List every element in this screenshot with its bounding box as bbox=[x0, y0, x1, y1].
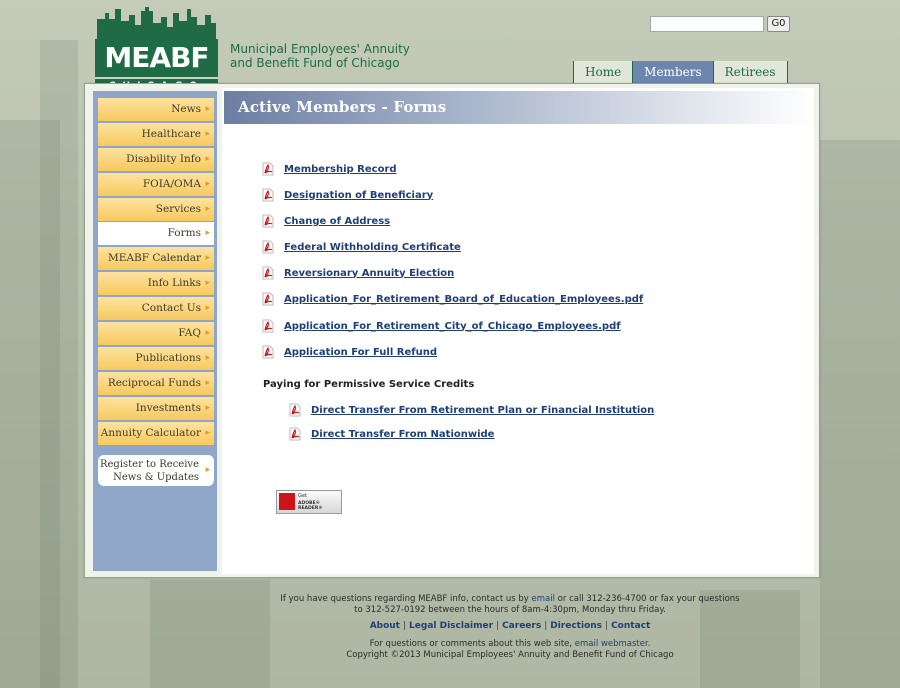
form-link-federal-withholding[interactable] bbox=[261, 240, 461, 254]
chevron-right-icon: ▸ bbox=[205, 104, 210, 114]
form-link-label: Change of Address bbox=[284, 215, 391, 227]
tab-home[interactable]: Home bbox=[573, 61, 632, 83]
chevron-right-icon: ▸ bbox=[205, 427, 210, 438]
org-name-line1: Municipal Employees' Annuity bbox=[230, 42, 410, 56]
sidebar-item-label: Investments bbox=[135, 401, 201, 414]
form-link-retirement-city-of-chicago[interactable] bbox=[261, 319, 621, 333]
adobe-reader: ADOBE® READER® bbox=[298, 501, 323, 511]
chevron-right-icon: ▸ bbox=[205, 153, 210, 164]
footer-separator: | bbox=[403, 621, 407, 631]
form-link-label: Direct Transfer From Nationwide bbox=[311, 428, 495, 440]
background-building bbox=[40, 40, 78, 688]
sidebar-item-label: FAQ bbox=[178, 327, 201, 340]
pdf-icon bbox=[288, 427, 302, 441]
sidebar-item-reciprocal-funds[interactable] bbox=[98, 372, 214, 395]
chevron-right-icon: ▸ bbox=[205, 352, 210, 363]
form-link-direct-transfer-nationwide[interactable] bbox=[288, 427, 494, 441]
footer-link-contact[interactable]: Contact bbox=[611, 621, 651, 631]
form-link-membership-record[interactable] bbox=[261, 162, 397, 176]
footer-links bbox=[250, 621, 770, 631]
sidebar-item-investments[interactable] bbox=[98, 397, 214, 420]
sidebar-item-disability-info[interactable] bbox=[98, 148, 214, 171]
footer-webmaster-prefix: For questions or comments about this web site, bbox=[369, 639, 573, 649]
sidebar-item-label: Disability Info bbox=[126, 152, 201, 165]
form-link-designation-of-beneficiary[interactable] bbox=[261, 188, 433, 202]
tab-members[interactable]: Members bbox=[632, 61, 712, 83]
form-link-label: Application_For_Retirement_City_of_Chicago_Employees.pdf bbox=[284, 320, 621, 332]
sidebar-item-healthcare[interactable] bbox=[98, 123, 214, 146]
adobe-icon bbox=[279, 493, 295, 510]
sidebar-nav bbox=[98, 98, 214, 446]
sidebar-item-label: Info Links bbox=[147, 277, 201, 290]
sidebar-item-label: FOIA/OMA bbox=[142, 177, 201, 190]
footer-link-legal-disclaimer[interactable]: Legal Disclaimer bbox=[409, 621, 494, 631]
footer-link-careers[interactable]: Careers bbox=[502, 621, 542, 631]
chevron-right-icon: ▸ bbox=[205, 253, 210, 264]
form-link-reversionary-annuity[interactable] bbox=[261, 266, 454, 280]
sidebar-item-label: Reciprocal Funds bbox=[107, 376, 201, 389]
pdf-icon bbox=[261, 240, 275, 254]
sidebar-item-foia-oma[interactable] bbox=[98, 173, 214, 196]
pdf-icon bbox=[261, 188, 275, 202]
sidebar-item-annuity-calculator[interactable] bbox=[98, 422, 214, 445]
sidebar-item-label: Annuity Calculator bbox=[100, 426, 201, 439]
tab-retirees[interactable]: Retirees bbox=[713, 61, 788, 83]
sidebar-item-publications[interactable] bbox=[98, 347, 214, 370]
sidebar-item-meabf-calendar[interactable] bbox=[98, 247, 214, 270]
footer-line1-suffix: or call 312-236-4700 or fax your questions bbox=[557, 594, 740, 604]
form-link-label: Membership Record bbox=[284, 163, 397, 175]
adobe-get: Get bbox=[298, 493, 307, 499]
footer-separator: | bbox=[544, 621, 548, 631]
form-link-direct-transfer-retirement-plan[interactable] bbox=[288, 403, 654, 417]
sidebar-item-services[interactable] bbox=[98, 198, 214, 221]
register-line2: News & Updates bbox=[113, 472, 199, 483]
footer-webmaster-link[interactable]: email webmaster bbox=[574, 639, 648, 649]
chevron-right-icon: ▸ bbox=[205, 128, 210, 139]
sidebar-item-label: News bbox=[171, 103, 201, 115]
footer-separator: | bbox=[496, 621, 500, 631]
sidebar-item-label: Services bbox=[155, 202, 201, 215]
form-link-label: Reversionary Annuity Election bbox=[284, 267, 455, 279]
sidebar-item-forms[interactable] bbox=[98, 222, 214, 245]
footer-email-link[interactable]: email bbox=[531, 594, 555, 604]
chevron-right-icon: ▸ bbox=[205, 377, 210, 388]
get-adobe-reader-badge[interactable] bbox=[276, 490, 342, 514]
search-input[interactable] bbox=[650, 16, 764, 32]
chevron-right-icon: ▸ bbox=[205, 328, 210, 339]
footer-link-directions[interactable]: Directions bbox=[550, 621, 603, 631]
permissive-heading: Paying for Permissive Service Credits bbox=[263, 379, 475, 390]
background-building bbox=[820, 140, 900, 688]
logo-wordmark: MEABF bbox=[95, 39, 218, 77]
footer-period: . bbox=[647, 639, 651, 649]
form-link-retirement-board-of-education[interactable] bbox=[261, 292, 643, 306]
form-link-label: Federal Withholding Certificate bbox=[284, 241, 461, 253]
form-link-full-refund[interactable] bbox=[261, 345, 437, 359]
form-link-label: Application_For_Retirement_Board_of_Education_Employees.pdf bbox=[284, 293, 644, 305]
footer-separator: | bbox=[605, 621, 609, 631]
sidebar-item-contact-us[interactable] bbox=[98, 297, 214, 320]
chevron-right-icon: ▸ bbox=[205, 228, 210, 239]
footer-line1-prefix: If you have questions regarding MEABF info, contact us by bbox=[280, 594, 529, 604]
sidebar-item-label: Healthcare bbox=[141, 127, 201, 140]
go-button[interactable]: G0 bbox=[767, 16, 790, 32]
sidebar-item-label: MEABF Calendar bbox=[108, 252, 201, 265]
pdf-icon bbox=[261, 214, 275, 228]
form-link-label: Application For Full Refund bbox=[284, 346, 437, 358]
org-name bbox=[230, 42, 450, 70]
chevron-right-icon: ▸ bbox=[205, 278, 210, 289]
chevron-right-icon: ▸ bbox=[205, 303, 210, 314]
pdf-icon bbox=[261, 266, 275, 280]
footer-link-about[interactable]: About bbox=[369, 621, 400, 631]
meabf-logo[interactable] bbox=[95, 7, 218, 89]
chevron-right-icon: ▸ bbox=[205, 402, 210, 413]
form-link-label: Direct Transfer From Retirement Plan or Financial Institution bbox=[311, 404, 655, 416]
sidebar-item-label: Forms bbox=[167, 227, 201, 240]
sidebar-item-label: Publications bbox=[135, 351, 201, 364]
pdf-icon bbox=[261, 345, 275, 359]
form-link-label: Designation of Beneficiary bbox=[284, 189, 434, 201]
pdf-icon bbox=[261, 292, 275, 306]
sidebar-item-news[interactable] bbox=[98, 98, 214, 121]
sidebar-item-faq[interactable] bbox=[98, 322, 214, 345]
footer-copyright: Copyright ©2013 Municipal Employees' Annuity and Benefit Fund of Chicago bbox=[346, 650, 674, 660]
pdf-icon bbox=[261, 319, 275, 333]
chevron-right-icon: ▸ bbox=[205, 203, 210, 214]
sidebar-item-info-links[interactable] bbox=[98, 272, 214, 295]
sidebar-item-label: Contact Us bbox=[141, 302, 201, 315]
form-link-change-of-address[interactable] bbox=[261, 214, 390, 228]
org-name-line2: and Benefit Fund of Chicago bbox=[230, 56, 400, 70]
footer-contact-line2: to 312-527-0192 between the hours of 8am-4:30pm, Monday thru Friday. bbox=[354, 605, 666, 615]
register-line1: Register to Receive bbox=[99, 459, 199, 470]
pdf-icon bbox=[288, 403, 302, 417]
page-title: Active Members - Forms bbox=[238, 98, 447, 116]
chevron-right-icon: ▸ bbox=[205, 178, 210, 189]
pdf-icon bbox=[261, 162, 275, 176]
chevron-right-icon: ▸ bbox=[205, 465, 210, 475]
top-tabs bbox=[573, 61, 788, 84]
footer-contact-line1 bbox=[250, 594, 770, 604]
register-news-button[interactable] bbox=[98, 455, 214, 486]
footer-webmaster-line bbox=[250, 639, 770, 649]
